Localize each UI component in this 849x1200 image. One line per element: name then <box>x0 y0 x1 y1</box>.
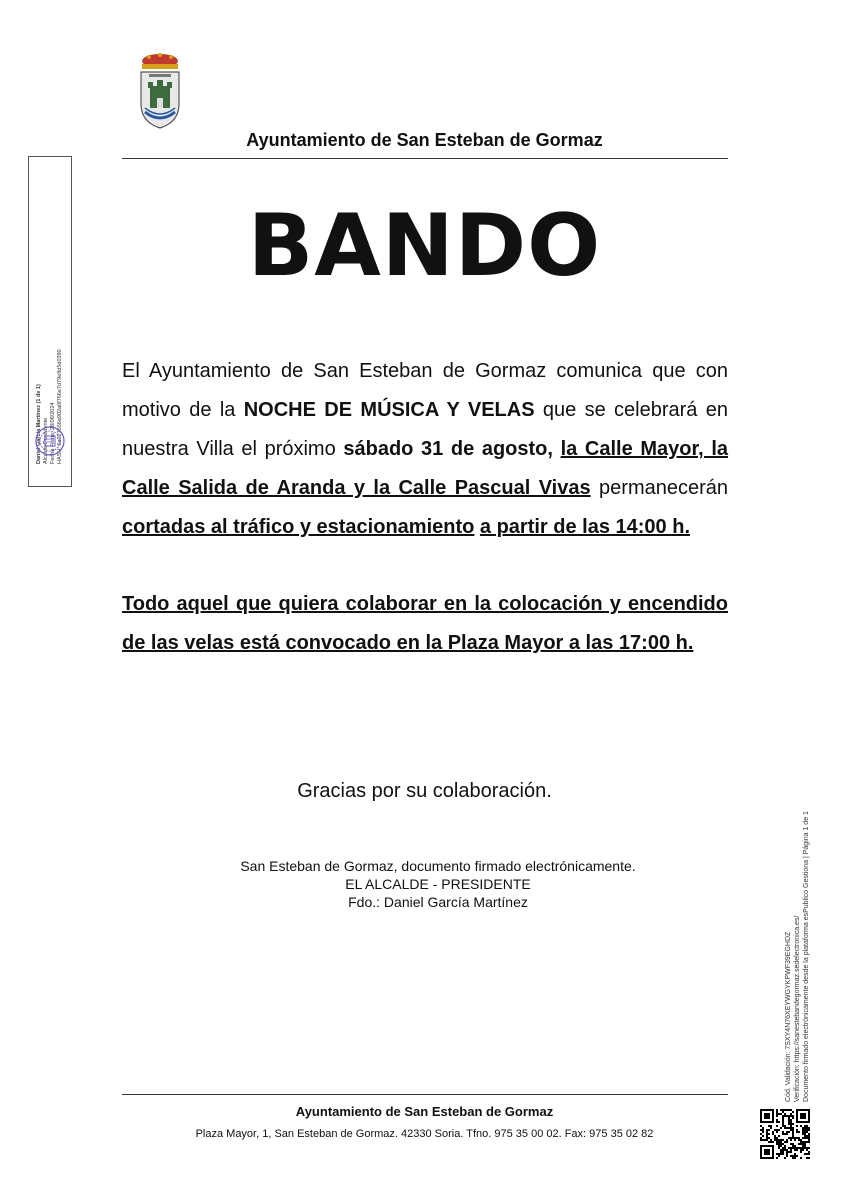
digital-seal-icon <box>34 425 66 457</box>
footer-name: Ayuntamiento de San Esteban de Gormaz <box>295 1104 554 1119</box>
platform-note: Documento firmado electrónicamente desde la plataforma esPublico Gestiona | Página 1 de 1 <box>803 811 810 1102</box>
stamp-role: Alcalde-Presidente <box>43 417 49 464</box>
stamp-hash: HASH: 6a027656a902a0f766e7d79e8d5d0390 <box>57 349 63 464</box>
closure-notice: cortadas al tráfico y estacionamiento <box>122 516 475 538</box>
signature-line-3: Fdo.: Daniel García Martínez <box>348 894 528 910</box>
body-text: El Ayuntamiento de San Esteban de Gormaz comunica que con motivo de la <box>122 360 728 421</box>
spacer-text <box>553 438 561 460</box>
header-divider <box>122 158 728 159</box>
qr-code-icon[interactable] <box>760 1109 810 1159</box>
signature-block <box>0 857 849 911</box>
verification-url[interactable]: Verificación: https://sanestebandegormaz.sedelectronica.es/ <box>794 915 801 1102</box>
body-paragraph-2: Todo aquel que quiera colaborar en la colocación y encendido de las velas está convocado en la Plaza Mayor a las 17:00 h. <box>122 593 728 654</box>
signature-stamp <box>28 156 72 487</box>
affected-streets: la Calle Mayor, la Calle Salida de Aranda y la Calle Pascual Vivas <box>122 438 729 499</box>
stamp-signer: Daniel García Martínez (1 de 1) <box>36 384 42 464</box>
body-text: que se celebrará en nuestra Villa el próximo <box>122 399 729 460</box>
event-date: sábado 31 de agosto, <box>343 438 553 460</box>
validation-code: Cód. Validación: 7SXY4N76XEYWGYKPWF39EGHDZ <box>785 931 792 1102</box>
verification-text <box>784 811 811 1102</box>
footer-address: Plaza Mayor, 1, San Esteban de Gormaz. 42330 Soria. Tfno. 975 35 00 02. Fax: 975 35 02 82 <box>195 1128 654 1140</box>
body-paragraph-1 <box>122 352 728 547</box>
body-text: permanecerán <box>590 477 728 499</box>
closure-time: a partir de las 14:00 h. <box>479 516 691 538</box>
municipal-crest-logo <box>137 52 183 130</box>
thanks-line: Gracias por su colaboración. <box>297 780 552 802</box>
footer-divider <box>122 1094 728 1095</box>
document-title: BANDO <box>247 196 602 296</box>
document-body <box>122 352 728 663</box>
event-name: NOCHE DE MÚSICA Y VELAS <box>243 399 535 421</box>
signature-line-2: EL ALCALDE - PRESIDENTE <box>345 876 531 892</box>
header-title: Ayuntamiento de San Esteban de Gormaz <box>246 130 603 150</box>
stamp-date: Fecha Firma: 28/08/2024 <box>50 402 56 464</box>
signature-line-1: San Esteban de Gormaz, documento firmado electrónicamente. <box>240 858 636 874</box>
